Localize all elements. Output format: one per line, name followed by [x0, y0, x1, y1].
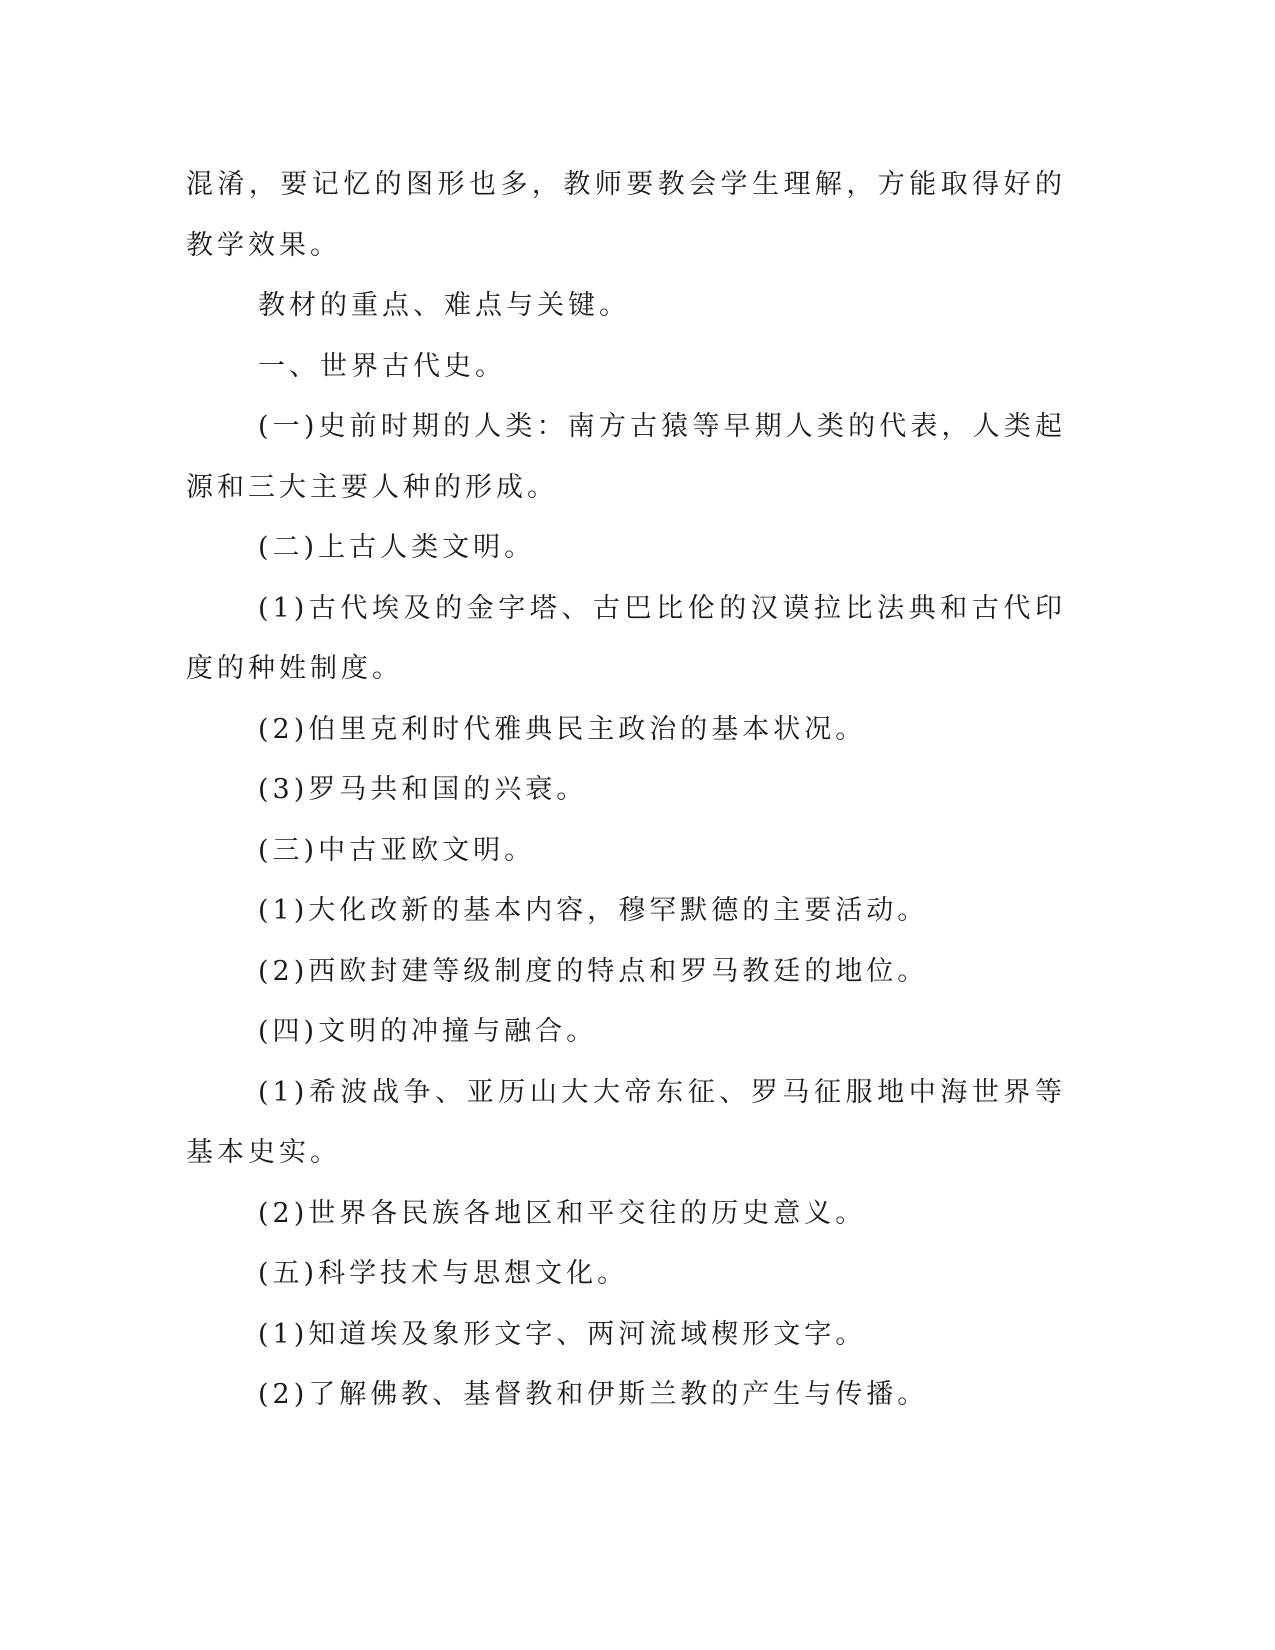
- item-peaceful-exchange: (2)世界各民族各地区和平交往的历史意义。: [258, 1197, 867, 1229]
- item-medieval-eurasia: (三)中古亚欧文明。: [258, 834, 536, 866]
- item-egypt-babylon-india: (1)古代埃及的金字塔、古巴比伦的汉谟拉比法典和古代印度的种姓制度。: [186, 592, 1066, 684]
- item-ancient-scripts: (1)知道埃及象形文字、两河流域楔形文字。: [258, 1318, 867, 1350]
- item-greco-persian-wars: (1)希波战争、亚历山大大帝东征、罗马征服地中海世界等基本史实。: [186, 1076, 1066, 1168]
- item-world-religions: (2)了解佛教、基督教和伊斯兰教的产生与传播。: [258, 1379, 929, 1410]
- document-body: [186, 155, 1066, 1426]
- paragraph-section-intro: 教材的重点、难点与关键。: [258, 290, 630, 321]
- paragraph-continuation: 混淆，要记忆的图形也多，教师要教会学生理解，方能取得好的教学效果。: [186, 169, 1066, 261]
- item-roman-republic: (3)罗马共和国的兴衰。: [258, 774, 588, 805]
- item-ancient-civilizations: (二)上古人类文明。: [258, 532, 536, 563]
- heading-world-ancient-history: 一、世界古代史。: [258, 350, 506, 382]
- item-prehistoric-humans: (一)史前时期的人类：南方古猿等早期人类的代表，人类起源和三大主要人种的形成。: [186, 411, 1066, 503]
- item-athenian-democracy: (2)伯里克利时代雅典民主政治的基本状况。: [258, 713, 867, 745]
- item-taika-reform: (1)大化改新的基本内容，穆罕默德的主要活动。: [258, 895, 929, 926]
- item-science-and-culture: (五)科学技术与思想文化。: [258, 1258, 629, 1289]
- item-clash-and-fusion: (四)文明的冲撞与融合。: [258, 1016, 598, 1047]
- item-feudal-hierarchy: (2)西欧封建等级制度的特点和罗马教廷的地位。: [258, 955, 929, 987]
